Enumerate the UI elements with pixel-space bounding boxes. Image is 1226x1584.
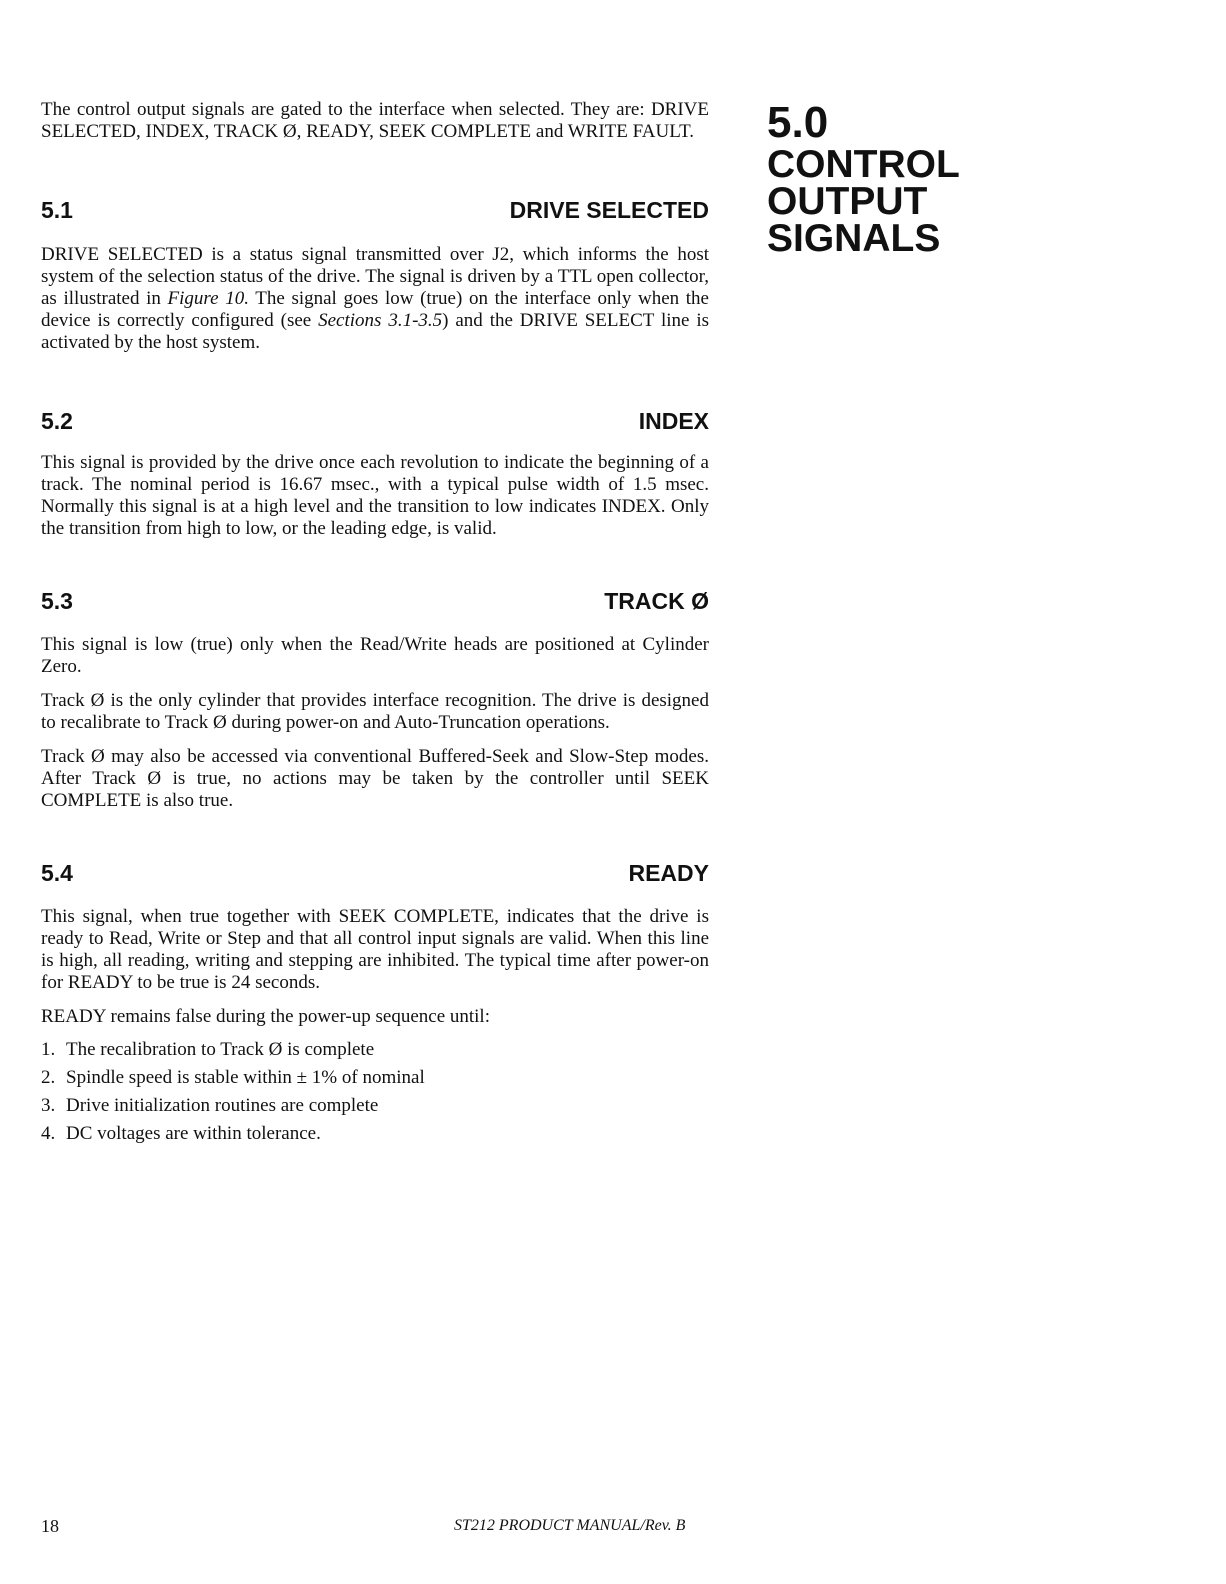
main-text-column bbox=[41, 99, 709, 1148]
list-item-text: DC voltages are within tolerance. bbox=[66, 1123, 321, 1144]
ready-conditions-list bbox=[41, 1036, 709, 1148]
section-5-3-paragraph-2: Track Ø is the only cylinder that provides interface recognition. The drive is designed to recalibrate to Track Ø during power-on and Auto-Truncation operations. bbox=[41, 690, 709, 733]
manual-title-footer: ST212 PRODUCT MANUAL/Rev. B bbox=[454, 1517, 686, 1534]
section-title: INDEX bbox=[638, 408, 709, 434]
section-5-2-heading bbox=[41, 408, 709, 434]
section-number: 5.1 bbox=[41, 197, 73, 223]
section-5-4-paragraph-1: This signal, when true together with SEEK COMPLETE, indicates that the drive is ready to Read, Write or Step and that all control input signals are valid. When this line is high, all reading, writing and stepping are inhibited. The typical time after power-on for READY to be true is 24 seconds. bbox=[41, 906, 709, 993]
chapter-number: 5.0 bbox=[767, 98, 829, 147]
section-number: 5.2 bbox=[41, 408, 73, 434]
figure-reference: Figure 10. bbox=[167, 288, 249, 309]
section-title: READY bbox=[628, 860, 709, 886]
section-5-3-paragraph-3: Track Ø may also be accessed via conventional Buffered-Seek and Slow-Step modes. After Track Ø is true, no actions may be taken by the controller until SEEK COMPLETE is also true. bbox=[41, 746, 709, 811]
list-item-text: Drive initialization routines are complete bbox=[66, 1095, 379, 1116]
section-5-1-heading bbox=[41, 197, 709, 223]
list-item-number: 3. bbox=[41, 1095, 56, 1116]
text-run: ) and the DRIVE SELECT line is activated by the host system. bbox=[41, 310, 709, 353]
list-item-number: 2. bbox=[41, 1067, 56, 1088]
chapter-title-line-3: SIGNALS bbox=[767, 217, 941, 260]
section-5-3-heading bbox=[41, 588, 709, 614]
list-item-number: 4. bbox=[41, 1123, 56, 1144]
list-item bbox=[41, 1092, 709, 1120]
section-5-1-paragraph bbox=[41, 244, 709, 354]
section-5-4-paragraph-2: READY remains false during the power-up sequence until: bbox=[41, 1006, 490, 1027]
list-item bbox=[41, 1120, 709, 1148]
section-title: DRIVE SELECTED bbox=[509, 197, 709, 223]
section-5-2-paragraph: This signal is provided by the drive once each revolution to indicate the beginning of a track. The nominal period is 16.67 msec., with a typical pulse width of 1.5 msec. Normally this signal is at a high level and the transition to low indicates INDEX. Only the transition from high to low, or the leading edge, is valid. bbox=[41, 452, 709, 539]
list-item bbox=[41, 1036, 709, 1064]
chapter-title-line-2: OUTPUT bbox=[767, 180, 928, 223]
text-run: DRIVE SELECTED is a status signal transmitted over J2, which informs the host system of the selection status of the drive. The signal is driven by a TTL open collector, as illustrated in bbox=[41, 244, 709, 309]
section-number: 5.3 bbox=[41, 588, 73, 614]
list-item-text: Spindle speed is stable within ± 1% of nominal bbox=[66, 1067, 425, 1088]
page-number: 18 bbox=[41, 1516, 59, 1536]
sections-reference: Sections 3.1-3.5 bbox=[318, 310, 443, 331]
section-number: 5.4 bbox=[41, 860, 73, 886]
intro-paragraph: The control output signals are gated to the interface when selected. They are: DRIVE SELECTED, INDEX, TRACK Ø, READY, SEEK COMPLETE and WRITE FAULT. bbox=[41, 99, 709, 142]
chapter-title-line-1: CONTROL bbox=[767, 143, 960, 186]
list-item-number: 1. bbox=[41, 1039, 56, 1060]
section-title: TRACK Ø bbox=[604, 588, 709, 614]
list-item bbox=[41, 1064, 709, 1092]
section-5-4-heading bbox=[41, 860, 709, 886]
chapter-title bbox=[767, 98, 1007, 260]
text-run: The signal goes low (true) on the interface only when the device is correctly configured (see bbox=[41, 288, 709, 331]
list-item-text: The recalibration to Track Ø is complete bbox=[66, 1039, 375, 1060]
section-5-3-paragraph-1: This signal is low (true) only when the Read/Write heads are positioned at Cylinder Zero. bbox=[41, 634, 709, 677]
